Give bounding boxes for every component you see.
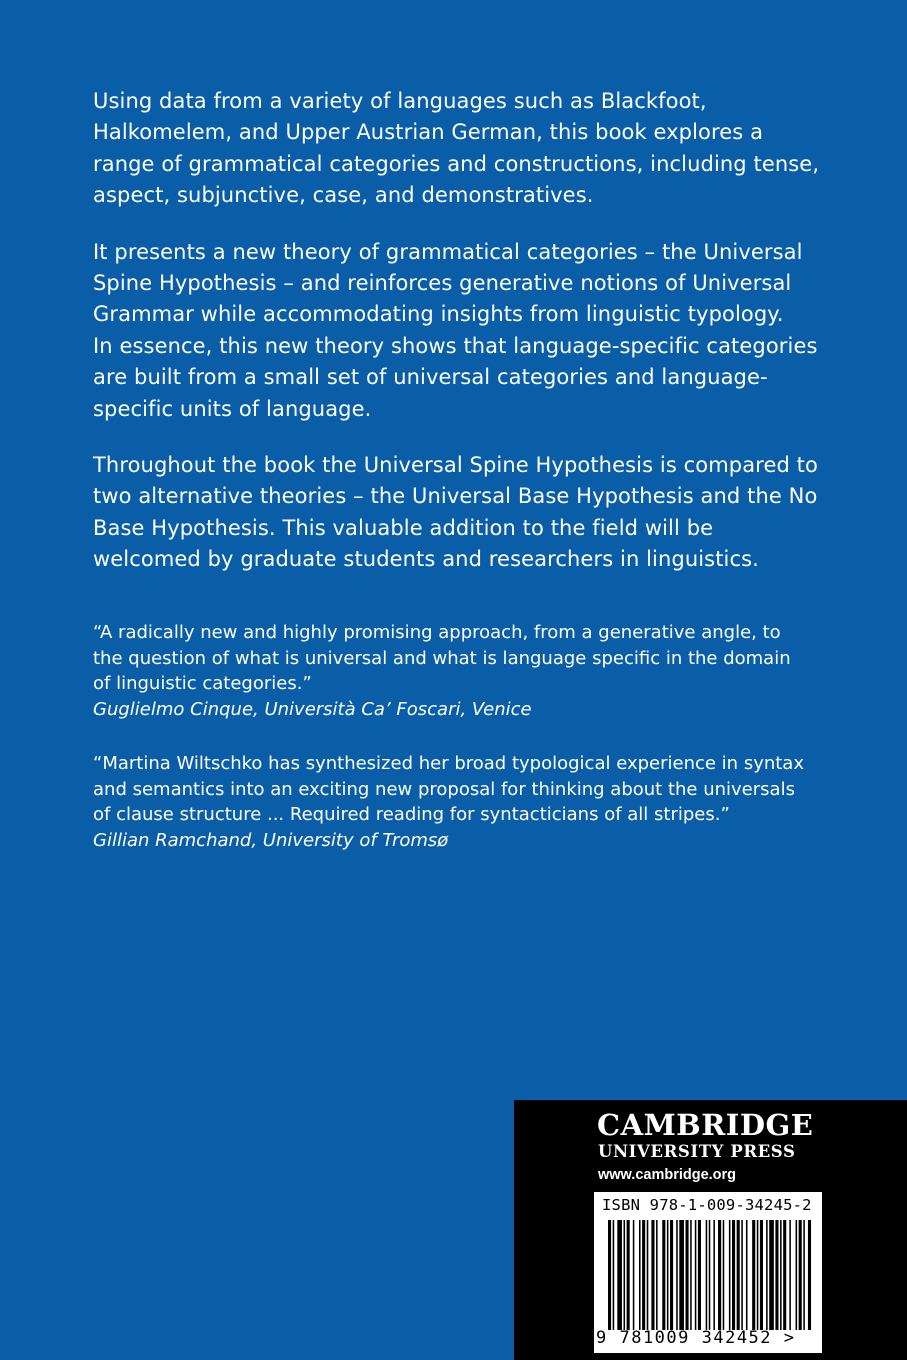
blurb-paragraph-1: Using data from a variety of languages such as Blackfoot, Halkomelem, and Upper Austrian German, this book explores a range of grammatical categories and constructions, including tense, aspect, subjunctive, case, and demonstratives. [93,89,820,208]
barcode-bar [789,1220,791,1330]
blurb-paragraph-2a: It presents a new theory of grammatical categories – the Universal Spine Hypothesis – and reinforces generative notions of Universal Grammar while accommodating insights from linguistic typology. [93,239,803,327]
barcode-bar [624,1220,626,1330]
reviews [93,620,813,882]
barcode-bar [679,1220,684,1330]
barcode-bar [695,1220,697,1330]
barcode-bar [651,1220,654,1330]
barcode-bar [737,1220,740,1330]
barcode-bar [746,1220,748,1330]
barcode-bar [613,1220,615,1330]
barcode-bar [799,1220,802,1330]
barcode-bar [803,1220,805,1330]
barcode-bar [783,1220,786,1330]
publisher-url: www.cambridge.org [598,1167,737,1183]
barcode-bar [808,1220,811,1330]
publisher-subtitle: UNIVERSITY PRESS [598,1142,796,1161]
review-2 [93,751,813,854]
barcode-bar [766,1220,768,1330]
barcode-bar [633,1220,635,1330]
barcode-icon [608,1220,812,1330]
review-attribution: Gillian Ramchand, University of Tromsø [93,829,449,851]
barcode-bar [690,1220,692,1330]
barcode-bar [639,1220,641,1330]
barcode-bar [757,1220,759,1330]
publisher-box [514,1100,907,1360]
review-quote: “A radically new and highly promising approach, from a generative angle, to the question of what is universal and what is language specific in the domain of linguistic categories.” [93,622,791,695]
barcode-bar [670,1220,673,1330]
barcode-bar [627,1220,630,1330]
barcode-bar [647,1220,649,1330]
barcode-bar [676,1220,678,1330]
barcode-bar [617,1220,622,1330]
publisher-name: CAMBRIDGE [597,1108,814,1142]
review-1 [93,620,813,723]
barcode-digits: 9 781009 342452 > [596,1328,796,1348]
review-quote: “Martina Wiltschko has synthesized her broad typological experience in syntax and semantics into an exciting new proposal for thinking about the universals of clause structure ... Required reading for syntacticians of all stripes.” [93,752,804,826]
barcode-bar [656,1220,658,1330]
barcode-bar [642,1220,645,1330]
barcode-bar [780,1220,782,1330]
barcode-bar [709,1220,711,1330]
barcode-bar [775,1220,778,1330]
barcode-bar [741,1220,743,1330]
barcode-bar [662,1220,665,1330]
blurb [93,86,823,601]
blurb-paragraph-3: Throughout the book the Universal Spine Hypothesis is compared to two alternative theories – the Universal Base Hypothesis and the No Base Hypothesis. This valuable addition to the field will be welcomed by graduate students and researchers in linguistics. [93,453,818,572]
review-attribution: Guglielmo Cinque, Università Ca’ Foscari, Venice [93,699,532,721]
barcode-bar [698,1220,701,1330]
barcode-bar [752,1220,755,1330]
barcode-bar [706,1220,708,1330]
barcode-bar [769,1220,774,1330]
barcode-bar [667,1220,669,1330]
barcode-bar [796,1220,798,1330]
barcode-bar [723,1220,725,1330]
barcode-bar [608,1220,611,1330]
barcode-bar [732,1220,735,1330]
barcode-label [594,1192,822,1353]
isbn-text: ISBN 978-1-009-34245-2 [602,1196,812,1214]
barcode-bar [713,1220,715,1330]
blurb-paragraph-2b: In essence, this new theory shows that language-specific categories are built from a small set of universal categories and language-specific units of language. [93,333,818,421]
barcode-bar [760,1220,763,1330]
barcode-bar [729,1220,731,1330]
barcode-bar [718,1220,721,1330]
barcode-bar [686,1220,689,1330]
